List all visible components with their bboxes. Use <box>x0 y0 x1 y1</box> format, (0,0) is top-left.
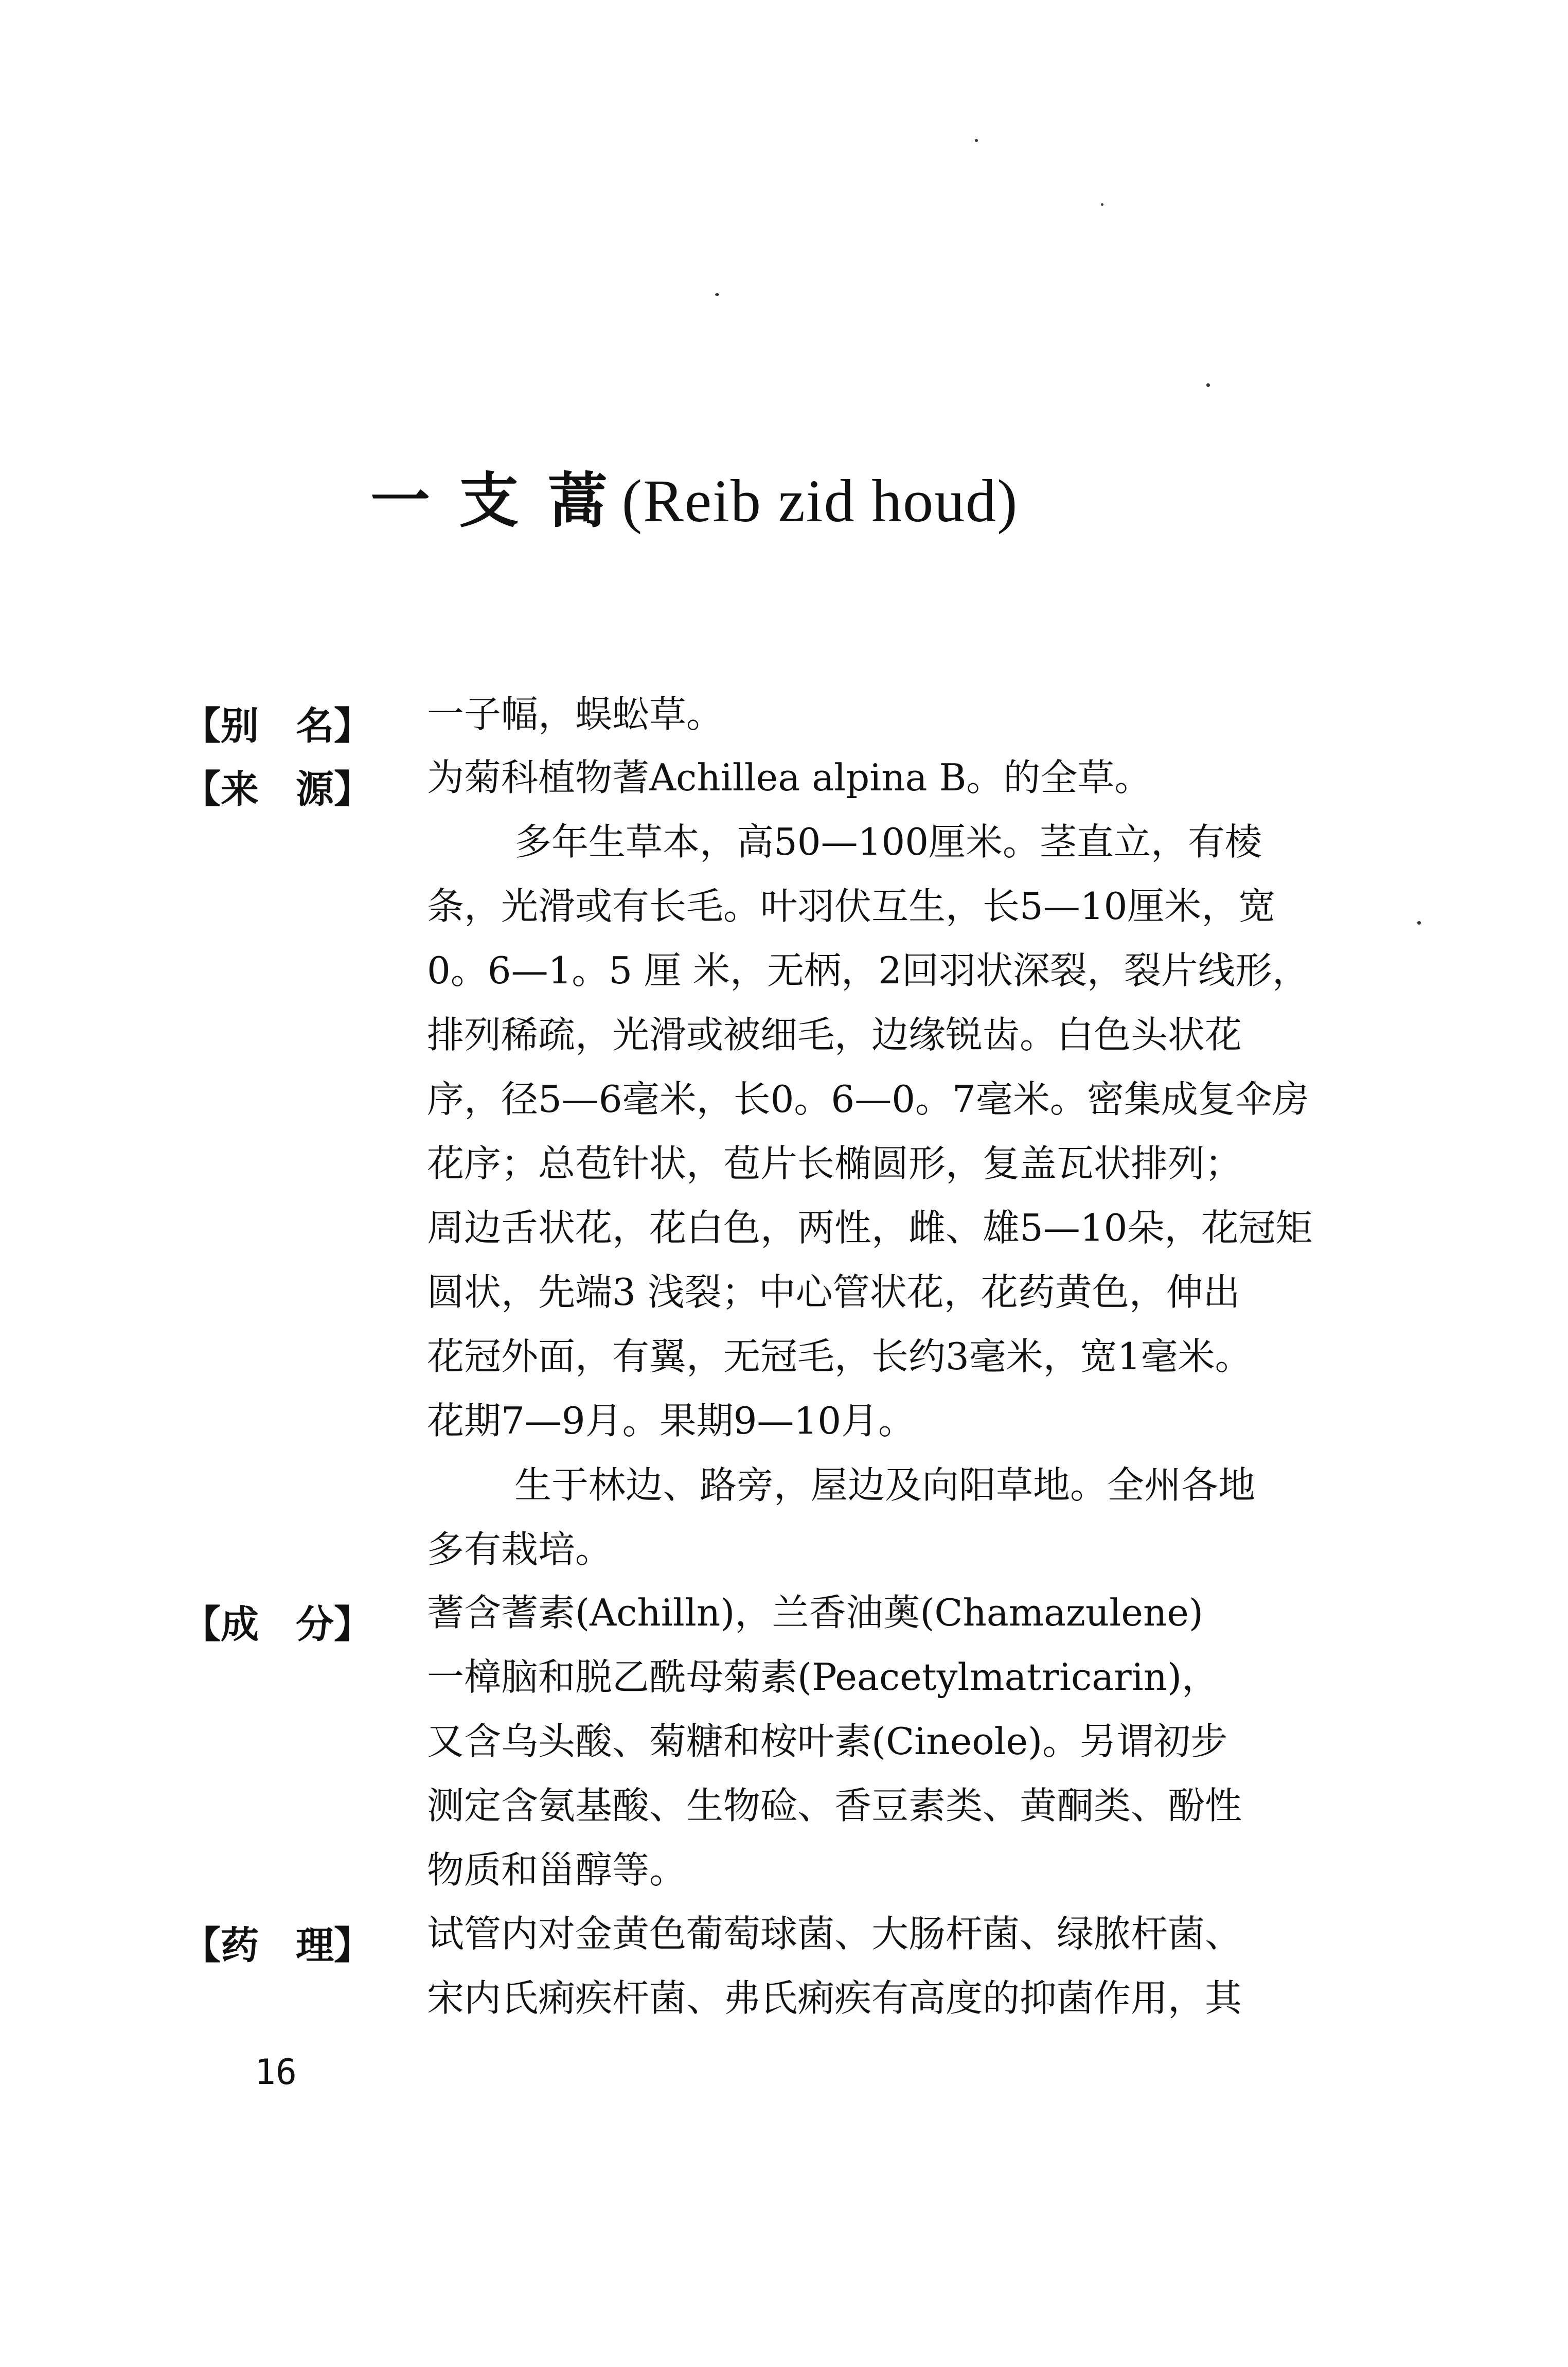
page-number: 16 <box>255 2052 297 2093</box>
scan-speck <box>1101 203 1103 206</box>
text-line: 物质和甾醇等。 <box>427 1848 687 1892</box>
label-close: 分】 <box>296 1602 372 1647</box>
text-line: 为菊科植物蓍Achillea alpina B。的全草。 <box>427 756 1152 799</box>
section-label-composition <box>183 1594 372 1649</box>
section-label-source <box>183 759 372 814</box>
text-line: 多年生草本，高50—100厘米。茎直立，有棱 <box>514 820 1262 863</box>
section-label-aliases <box>183 696 372 750</box>
text-line: 多有栽培。 <box>427 1528 613 1571</box>
text-line: 宋内氏痢疾杆菌、弗氏痢疾有高度的抑菌作用，其 <box>427 1976 1242 2020</box>
label-open: 【药 <box>183 1923 259 1968</box>
label-open: 【来 <box>183 767 259 811</box>
text-line: 0。6—1。5 厘 米，无柄，2回羽状深裂，裂片线形， <box>427 949 1309 992</box>
text-line: 一樟脑和脱乙酰母菊素(Peacetylmatricarin)， <box>427 1655 1219 1699</box>
scan-speck <box>1417 921 1421 925</box>
scan-speck <box>1206 383 1210 387</box>
label-open: 【成 <box>183 1602 259 1647</box>
text-line: 圆状，先端3 浅裂；中心管状花，花药黄色，伸出 <box>427 1270 1240 1314</box>
label-close: 源】 <box>296 767 372 811</box>
label-close: 名】 <box>296 704 372 748</box>
title-latin: (Reib zid houd) <box>621 467 1019 535</box>
text-line: 条，光滑或有长毛。叶羽伏互生，长5—10厘米，宽 <box>427 885 1276 928</box>
scan-speck <box>715 293 719 296</box>
text-line: 花期7—9月。果期9—10月。 <box>427 1399 916 1442</box>
scan-speck <box>975 139 978 142</box>
text-line: 生于林边、路旁，屋边及向阳草地。全州各地 <box>514 1463 1256 1507</box>
section-label-pharmacology <box>183 1915 372 1970</box>
text-line: 排列稀疏，光滑或被细毛，边缘锐齿。白色头状花 <box>427 1013 1242 1056</box>
label-open: 【别 <box>183 704 259 748</box>
text-line: 试管内对金黄色葡萄球菌、大肠杆菌、绿脓杆菌、 <box>427 1912 1242 1955</box>
text-line: 蓍含蓍素(Achilln)，兰香油薁(Chamazulene) <box>427 1591 1204 1634</box>
text-line: 周边舌状花，花白色，两性，雌、雄5—10朵，花冠矩 <box>427 1206 1313 1249</box>
text-line: 又含乌头酸、菊糖和桉叶素(Cineole)。另谓初步 <box>427 1720 1228 1763</box>
title-chinese: 一 支 蒿 <box>370 466 612 536</box>
text-line: 测定含氨基酸、生物硷、香豆素类、黄酮类、酚性 <box>427 1784 1242 1827</box>
text-line: 一子幅，蜈蚣草。 <box>427 693 724 736</box>
text-line: 花冠外面，有翼，无冠毛，长约3毫米，宽1毫米。 <box>427 1335 1252 1378</box>
text-line: 序，径5—6毫米，长0。6—0。7毫米。密集成复伞房 <box>427 1077 1309 1121</box>
label-close: 理】 <box>296 1923 372 1968</box>
page-title <box>370 453 1018 539</box>
text-line: 花序；总苞针状，苞片长椭圆形，复盖瓦状排列； <box>427 1142 1242 1185</box>
